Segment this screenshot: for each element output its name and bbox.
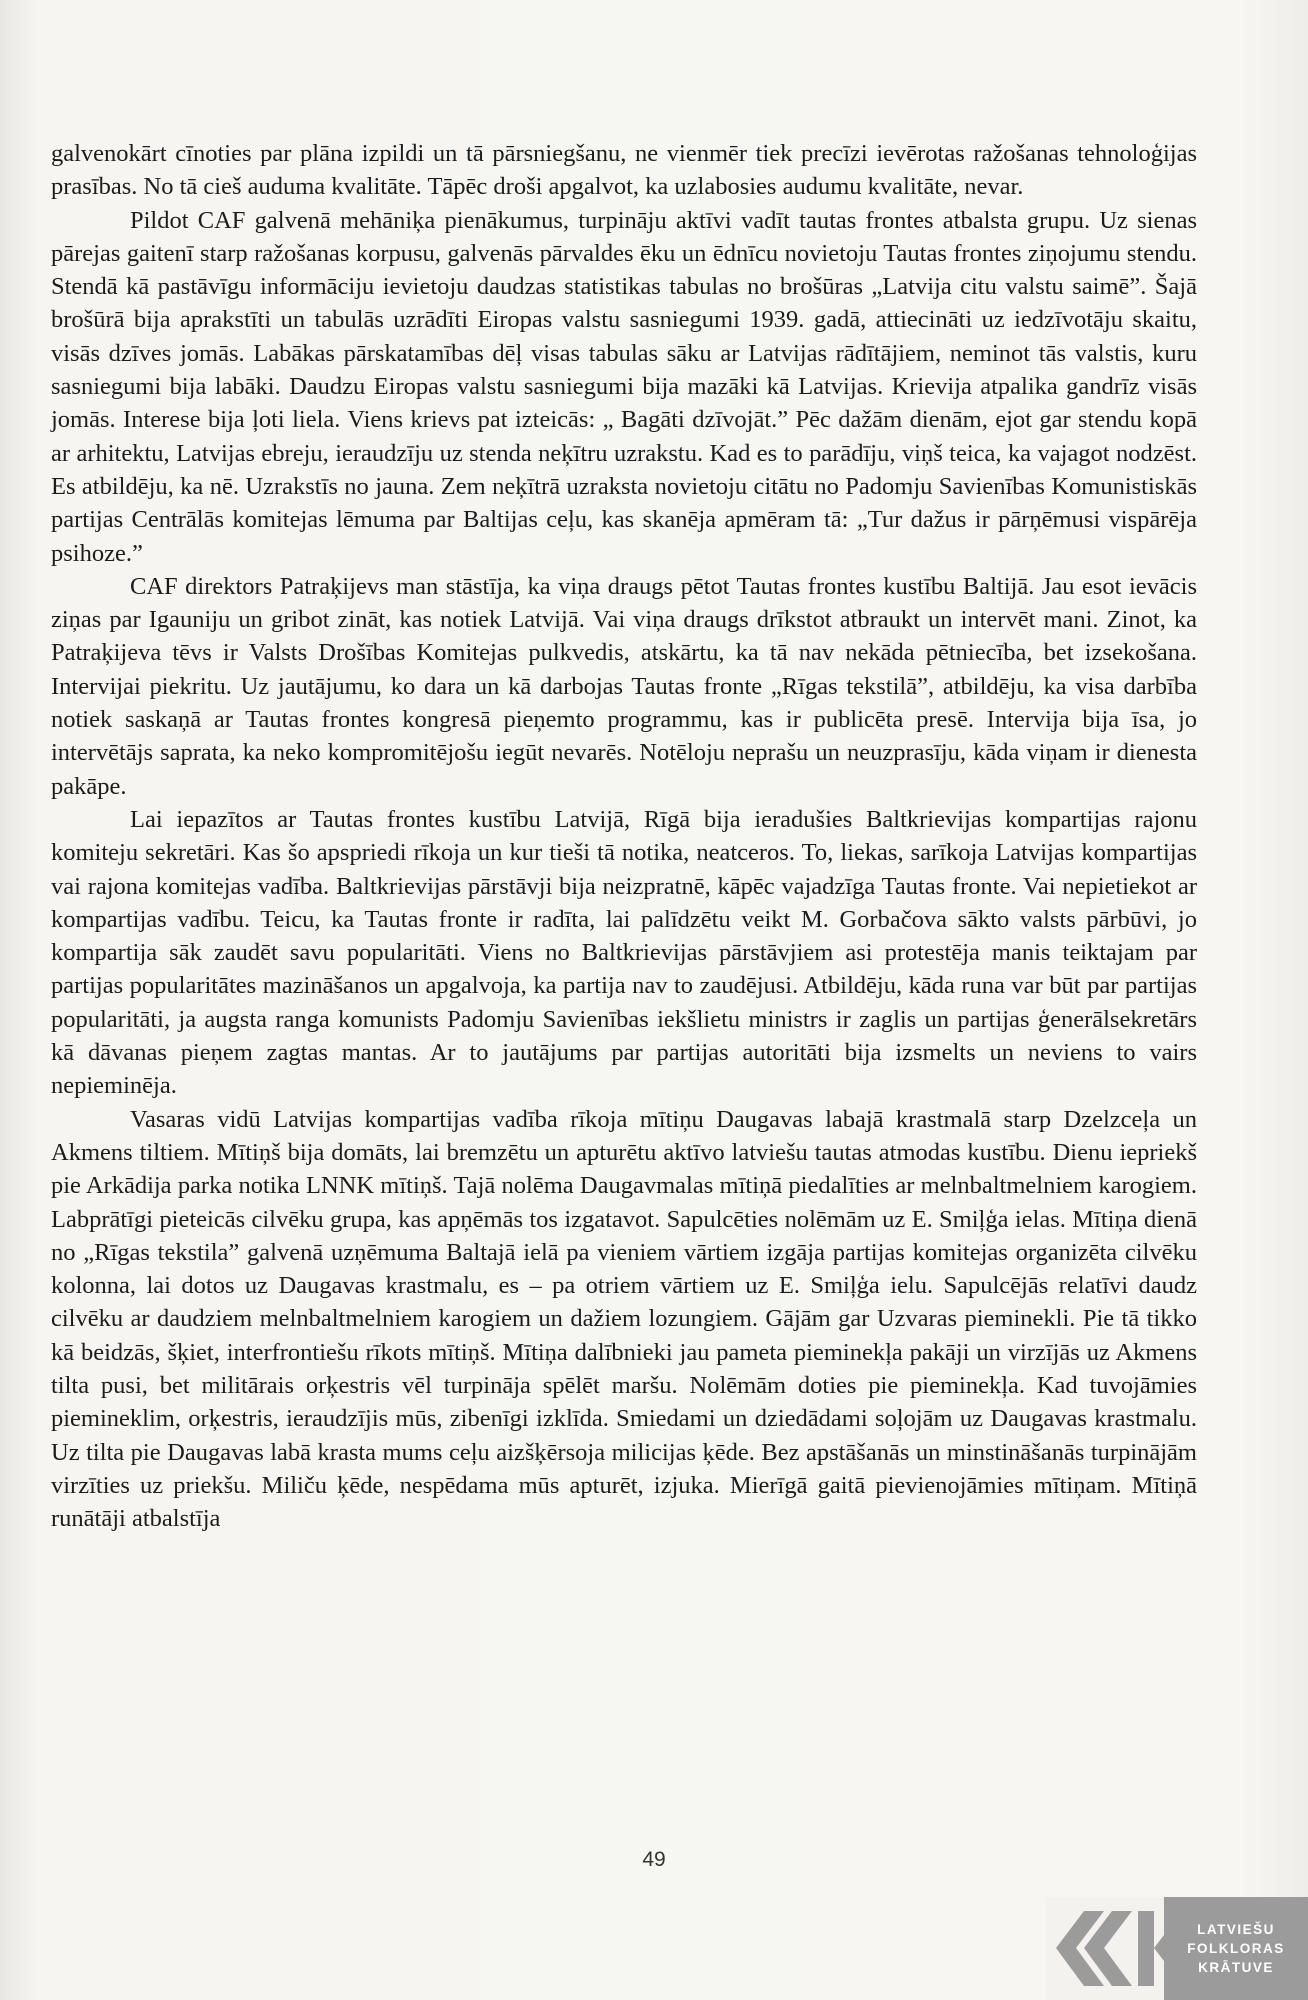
paragraph-1: galvenokārt cīnoties par plāna izpildi un tā pārsniegšanu, ne vienmēr tiek precīzi ievērotas ražošanas tehnoloģijas prasības. No tā cieš auduma kvalitāte. Tāpēc droši apgalvot, ka uzlabosies audumu kvalitāte, nevar. [51,140,1197,201]
paragraph-2: Pildot CAF galvenā mehāniķa pienākumus, turpināju aktīvi vadīt tautas frontes atbalsta grupu. Uz sienas pārejas gaitenī starp ražošanas korpusu, galvenās pārvaldes ēku un ēdnīcu novietoju Tautas frontes ziņojumu stendu. Stendā kā pastāvīgu informāciju ievietoju daudzas statistikas tabulas no brošūras „Latvija citu valstu saimē”. Šajā brošūrā bija aprakstīti un tabulās uzrādīti Eiropas valstu sasniegumi 1939. gadā, attiecināti uz iedzīvotāju skaitu, visās dzīves jomās. Labākas pārskatamības dēļ visas tabulas sāku ar Latvijas rādītājiem, neminot tās valstis, kuru sasniegumi bija labāki. Daudzu Eiropas valstu sasniegumi bija mazāki kā Latvijas. Krievija atpalika gandrīz visās jomās. Interese bija ļoti liela. Viens krievs pat izteicās: „ Bagāti dzīvojāt.” Pēc dažām dienām, ejot gar stendu kopā ar arhitektu, Latvijas ebreju, ieraudzīju uz stenda neķītru uzrakstu. Kad es to parādīju, viņš teica, ka vajagot nodzēst. Es atbildēju, ka nē. Uzrakstīs no jauna. Zem neķītrā uzraksta novietoju citātu no Padomju Savienības Komunistiskās partijas Centrālās komitejas lēmuma par Baltijas ceļu, kas skanēja apmēram tā: „Tur dažus ir pārņēmusi vispārēja psihoze.” [51,206,1197,567]
page-number: 49 [642,1848,666,1871]
logo-line-1: LATVIEŠU [1197,1922,1275,1937]
logo-chevron-icon [1046,1897,1164,2000]
archive-logo [1046,1897,1308,2000]
logo-line-3: KRĀTUVE [1198,1960,1274,1975]
paragraph-4: Lai iepazītos ar Tautas frontes kustību Latvijā, Rīgā bija ieradušies Baltkrievijas kompartijas rajonu komiteju sekretāri. Kas šo apspriedi rīkoja un kur tieši tā notika, neatceros. To, liekas, sarīkoja Latvijas kompartijas vai rajona komitejas vadība. Baltkrievijas pārstāvji bija neizpratnē, kāpēc vajadzīga Tautas fronte. Vai nepietiekot ar kompartijas vadību. Teicu, ka Tautas fronte ir radīta, lai palīdzētu veikt M. Gorbačova sākto valsts pārbūvi, jo kompartija sāk zaudēt savu popularitāti. Viens no Baltkrievijas pārstāvjiem asi protestēja manis teiktajam par partijas popularitātes mazināšanos un apgalvoja, ka partija nav to zaudējusi. Atbildēju, kāda runa var būt par partijas popularitāti, ja augsta ranga komunists Padomju Savienības iekšlietu ministrs ir zaglis un partijas ģenerālsekretārs kā dāvanas pieņem zagtas mantas. Ar to jautājums par partijas autoritāti bija izsmelts un neviens to vairs nepieminēja. [51,805,1197,1100]
body-text [51,137,1197,1535]
paragraph-3: CAF direktors Patraķijevs man stāstīja, ka viņa draugs pētot Tautas frontes kustību Baltijā. Jau esot ievācis ziņas par Igauniju un gribot zināt, kas notiek Latvijā. Vai viņa draugs drīkstot atbraukt un intervēt mani. Zinot, ka Patraķijeva tēvs ir Valsts Drošības Komitejas pulkvedis, atskārtu, ka tā nav nekāda pētniecība, bet izsekošana. Intervijai piekritu. Uz jautājumu, ko dara un kā darbojas Tautas fronte „Rīgas tekstilā”, atbildēju, ka visa darbība notiek saskaņā ar Tautas frontes kongresā pieņemto programmu, kas ir publicēta presē. Intervija bija īsa, jo intervētājs saprata, ka neko kompromitējošu iegūt nevarēs. Notēloju neprašu un neuzprasīju, kāda viņam ir dienesta pakāpe. [51,572,1197,800]
logo-text [1164,1897,1308,2000]
logo-line-2: FOLKLORAS [1187,1941,1285,1956]
paragraph-5: Vasaras vidū Latvijas kompartijas vadība rīkoja mītiņu Daugavas labajā krastmalā starp Dzelzceļa un Akmens tiltiem. Mītiņš bija domāts, lai bremzētu un apturētu aktīvo latviešu tautas atmodas kustību. Dienu iepriekš pie Arkādija parka notika LNNK mītiņš. Tajā nolēma Daugavmalas mītiņā piedalīties ar melnbaltmelniem karogiem. Labprātīgi pieteicās cilvēku grupa, kas apņēmās tos izgatavot. Sapulcēties nolēmām uz E. Smiļģa ielas. Mītiņa dienā no „Rīgas tekstila” galvenā uzņēmuma Baltajā ielā pa vieniem vārtiem izgāja partijas komitejas organizēta cilvēku kolonna, lai dotos uz Daugavas krastmalu, es – pa otriem vārtiem uz E. Smiļģa ielu. Sapulcējās relatīvi daudz cilvēku ar daudziem melnbaltmelniem karogiem un dažiem lozungiem. Gājām gar Uzvaras pieminekli. Pie tā tikko kā beidzās, šķiet, interfrontiešu rīkots mītiņš. Mītiņa dalībnieki jau pameta pieminekļa pakāji un virzījās uz Akmens tilta pusi, bet militārais orķestris vēl turpināja spēlēt maršu. Nolēmām doties pie pieminekļa. Kad tuvojāmies piemineklim, orķestris, ieraudzījis mūs, zibenīgi izklīda. Smiedami un dziedādami soļojām uz Daugavas krastmalu. Uz tilta pie Daugavas labā krasta mums ceļu aizšķērsoja milicijas ķēde. Bez apstāšanās un minstināšanās turpinājām virzīties uz priekšu. Miliču ķēde, nespēdama mūs apturēt, izjuka. Mierīgā gaitā pievienojāmies mītiņam. Mītiņā runātāji atbalstīja [51,1105,1197,1533]
